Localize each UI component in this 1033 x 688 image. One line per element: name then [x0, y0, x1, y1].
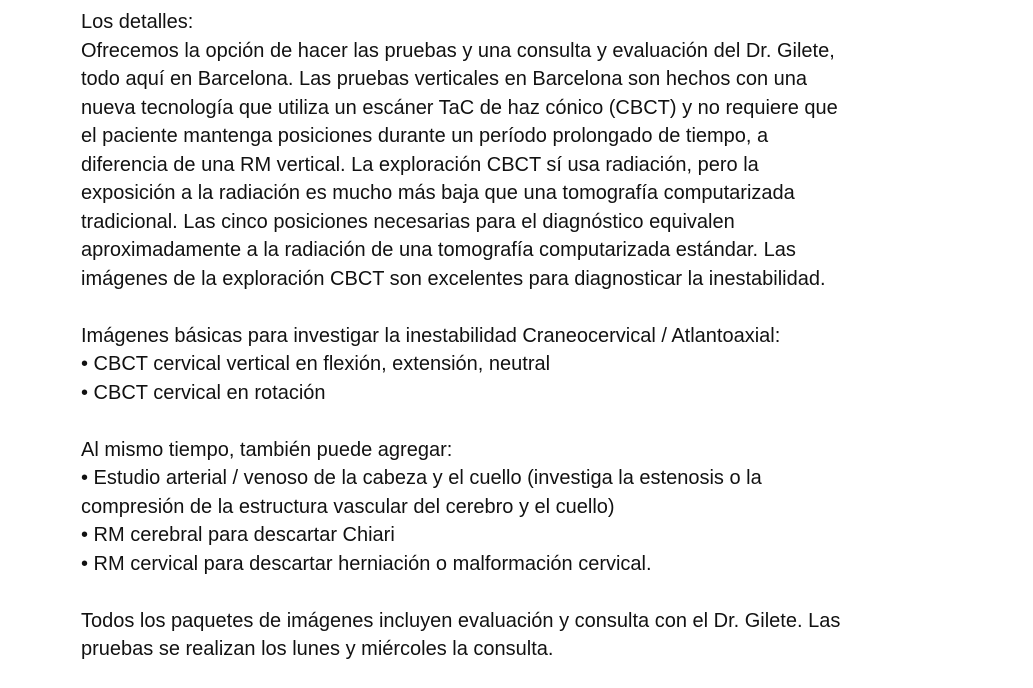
- paragraph-line: pruebas se realizan los lunes y miércoles la consulta.: [81, 638, 554, 660]
- paragraph-line: todo aquí en Barcelona. Las pruebas verticales en Barcelona son hechos con una: [81, 68, 808, 90]
- paragraph-line: imágenes de la exploración CBCT son excelentes para diagnosticar la inestabilidad.: [81, 267, 826, 290]
- paragraph-line: el paciente mantenga posiciones durante un período prolongado de tiempo, a: [81, 125, 769, 147]
- paragraph-line: Ofrecemos la opción de hacer las pruebas y una consulta y evaluación del Dr. Gilete,: [81, 39, 835, 62]
- paragraph-line: aproximadamente a la radiación de una tomografía computarizada estándar. Las: [81, 239, 796, 261]
- paragraph-gap: [81, 407, 961, 436]
- details-section: [81, 8, 961, 293]
- paragraph-line: nueva tecnología que utiliza un escáner TaC de haz cónico (CBCT) y no requiere que: [81, 96, 838, 119]
- list-item: • CBCT cervical vertical en flexión, extensión, neutral: [81, 353, 551, 375]
- list-item: • Estudio arterial / venoso de la cabeza y el cuello (investiga la estenosis o la: [81, 467, 762, 489]
- list-item: • RM cervical para descartar herniación o malformación cervical.: [81, 552, 652, 575]
- paragraph-line: diferencia de una RM vertical. La exploración CBCT sí usa radiación, pero la: [81, 153, 759, 176]
- paragraph-line: exposición a la radiación es mucho más baja que una tomografía computarizada: [81, 182, 795, 204]
- document-page: [81, 8, 961, 664]
- list-item-continuation: compresión de la estructura vascular del cerebro y el cuello): [81, 495, 615, 518]
- list-item: • CBCT cervical en rotación: [81, 381, 326, 404]
- closing-section: [81, 607, 961, 664]
- optional-section: [81, 436, 961, 579]
- basic-imaging-section: [81, 322, 961, 408]
- paragraph-line: Todos los paquetes de imágenes incluyen evaluación y consulta con el Dr. Gilete. Las: [81, 609, 841, 632]
- basic-imaging-heading: Imágenes básicas para investigar la inestabilidad Craneocervical / Atlantoaxial:: [81, 324, 781, 347]
- optional-heading: Al mismo tiempo, también puede agregar:: [81, 438, 453, 461]
- paragraph-gap: [81, 578, 961, 607]
- list-item: • RM cerebral para descartar Chiari: [81, 524, 395, 546]
- paragraph-line: tradicional. Las cinco posiciones necesarias para el diagnóstico equivalen: [81, 210, 735, 233]
- paragraph-gap: [81, 293, 961, 322]
- details-heading: Los detalles:: [81, 11, 194, 33]
